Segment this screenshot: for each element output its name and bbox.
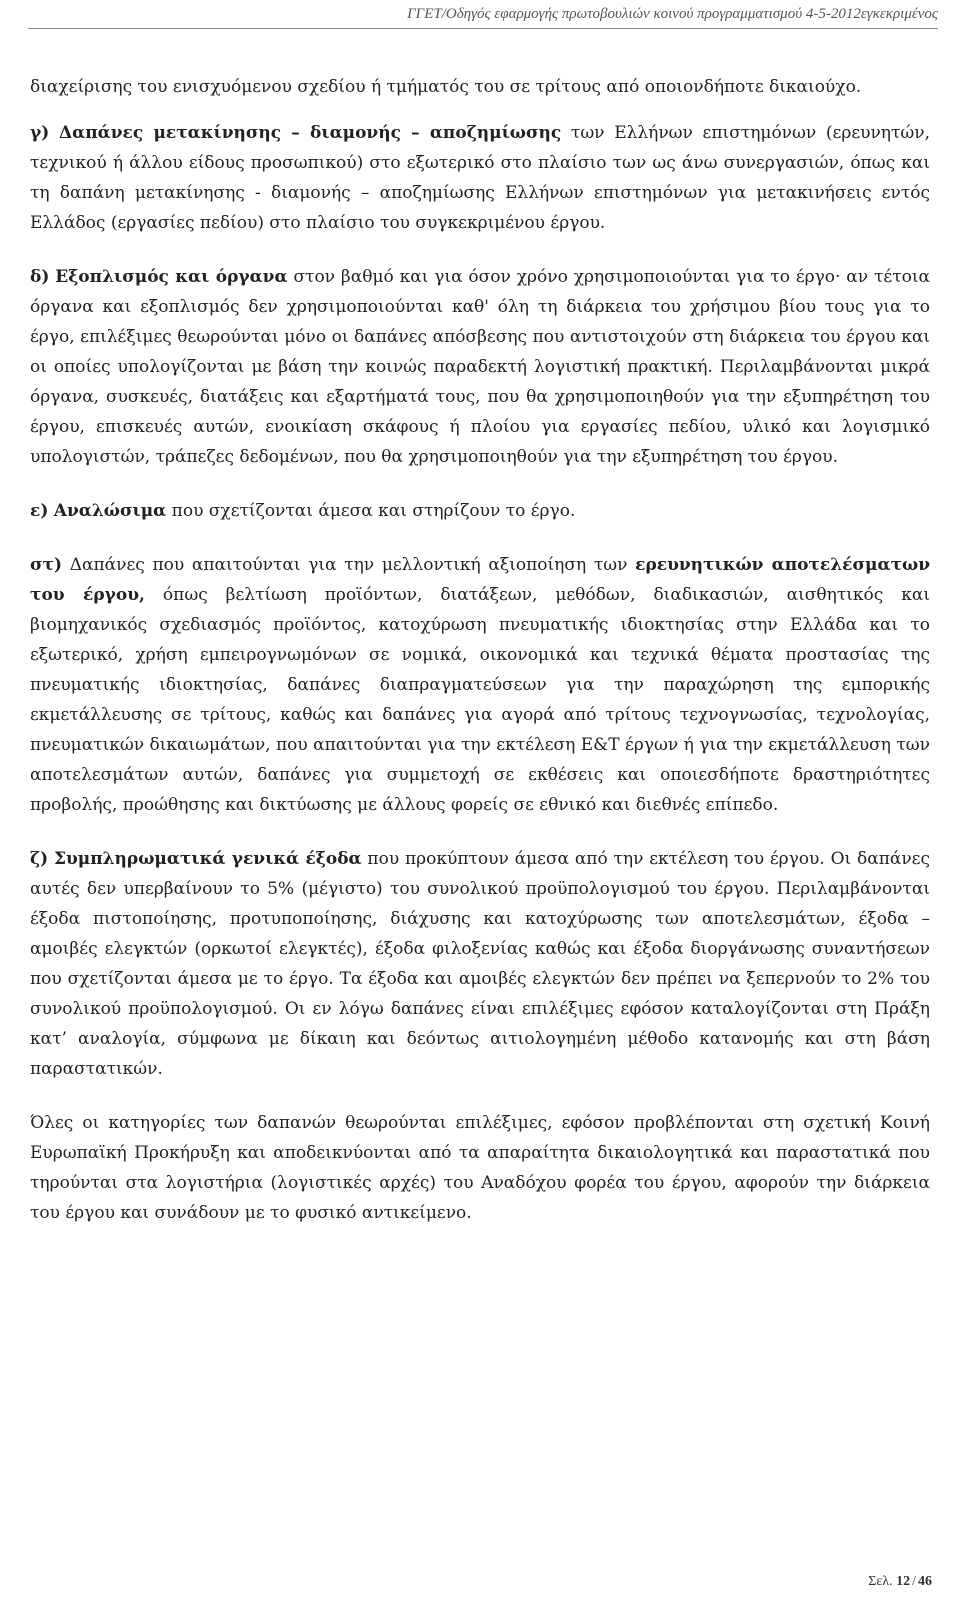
page-prefix: Σελ.	[868, 1574, 893, 1589]
running-header: ΓΓΕΤ/Οδηγός εφαρμογής πρωτοβουλιών κοινού προγραμματισμού 4-5-2012εγκεκριμένος	[407, 6, 938, 22]
item-z-text: που προκύπτουν άμεσα από την εκτέλεση του έργου. Οι δαπάνες αυτές δεν υπερβαίνουν το 5% (μέγιστο) του συνολικού προϋπολογισμού του έργου. Περιλαμβάνονται έξοδα πιστοποίησης, προτυποποίησης, διάχυσης και κατοχύρωσης των αποτελεσμάτων, έξοδα – αμοιβές ελεγκτών (ορκωτοί ελεγκτές), έξοδα φιλοξενίας καθώς και έξοδα διοργάνωσης συναντήσεων που σχετίζονται άμεσα με το έργο. Τα έξοδα και αμοιβές ελεγκτών δεν πρέπει να ξεπερνούν το 2% του συνολικού προϋπολογισμού. Οι εν λόγω δαπάνες είναι επιλέξιμες εφόσον καταλογίζονται στη Πράξη κατ’ αναλογία, σύμφωνα με δίκαιη και δεόντως αιτιολογημένη μέθοδο κατανομής και στη βάση παραστατικών.	[30, 849, 931, 1079]
item-d-mark: δ)	[30, 267, 50, 287]
page-separator: /	[912, 1574, 916, 1589]
page-number	[868, 1574, 932, 1590]
item-st	[30, 550, 930, 820]
item-g-text: των Ελλήνων επιστημόνων (ερευνητών, τεχνικού ή άλλου είδους προσωπικού) στο εξωτερικό στο πλαίσιο των ως άνω συνεργασιών, όπως και τη δαπάνη μετακίνησης - διαμονής – αποζημίωσης Ελλήνων επιστημόνων για μετακινήσεις εντός Ελλάδος (εργασίες πεδίου) στο πλαίσιο του συγκεκριμένου έργου.	[30, 123, 930, 233]
page-current: 12	[896, 1574, 911, 1589]
item-d-text: στον βαθμό και για όσον χρόνο χρησιμοποιούνται για το έργο· αν τέτοια όργανα και εξοπλισμός δεν χρησιμοποιούνται καθ' όλη τη διάρκεια του χρήσιμου βίου τους για το έργο, επιλέξιμες θεωρούνται μόνο οι δαπάνες απόσβεσης που αντιστοιχούν στη διάρκεια του έργου και οι οποίες υπολογίζονται με βάση την κοινώς παραδεκτή λογιστική πρακτική. Περιλαμβάνονται μικρά όργανα, συσκευές, διατάξεις και εξαρτήματά τους, που θα χρησιμοποιηθούν για την εξυπηρέτηση του έργου, επισκευές αυτών, ενοικίαση σκάφους ή πλοίου για εργασίες πεδίου, υλικό και λογισμικό υπολογιστών, τράπεζες δεδομένων, που θα χρησιμοποιηθούν για την εξυπηρέτηση του έργου.	[30, 267, 930, 467]
page-total: 46	[918, 1574, 932, 1589]
item-g-bold: Δαπάνες μετακίνησης – διαμονής – αποζημίωσης	[58, 123, 562, 143]
item-z-mark: ζ)	[30, 849, 49, 869]
item-z	[30, 844, 930, 1084]
item-st-bold: ερευνητικών αποτελέσματων του έργου,	[30, 555, 930, 605]
page-body	[30, 72, 930, 1228]
item-e-bold: Αναλώσιμα	[53, 501, 167, 521]
item-st-mark: στ)	[30, 555, 63, 575]
item-st-text1: Δαπάνες που απαιτούνται για την μελλοντική αξιοποίηση των	[62, 555, 636, 575]
item-e-mark: ε)	[30, 501, 49, 521]
item-g	[30, 118, 930, 238]
closing-paragraph: Όλες οι κατηγορίες των δαπανών θεωρούνται επιλέξιμες, εφόσον προβλέπονται στη σχετική Κοινή Ευρωπαϊκή Προκήρυξη και αποδεικνύονται από τα απαραίτητα δικαιολογητικά και παραστατικά που τηρούνται στα λογιστήρια (λογιστικές αρχές) του Αναδόχου φορέα του έργου, αφορούν την διάρκεια του έργου και συνάδουν με το φυσικό αντικείμενο.	[30, 1113, 930, 1223]
item-g-mark: γ)	[30, 123, 50, 143]
item-d-bold: Εξοπλισμός και όργανα	[55, 267, 288, 287]
item-e	[30, 496, 930, 526]
item-st-text2: όπως βελτίωση προϊόντων, διατάξεων, μεθόδων, διαδικασιών, αισθητικός και βιομηχανικός σχεδιασμός προϊόντος, κατοχύρωση πνευματικής ιδιοκτησίας στην Ελλάδα και το εξωτερικό, χρήση εμπειρογνωμόνων σε νομικά, οικονομικά και τεχνικά θέματα προστασίας της πνευματικής ιδιοκτησίας, δαπάνες διαπραγματεύσεων για την παραχώρηση της εμπορικής εκμετάλλευσης σε τρίτους, καθώς και δαπάνες για αγορά από τρίτους τεχνογνωσίας, τεχνολογίας, πνευματικών δικαιωμάτων, που απαιτούνται για την εκτέλεση Ε&Τ έργων ή για την εκμετάλλευση των αποτελεσμάτων αυτών, δαπάνες για συμμετοχή σε εκθέσεις και οποιεσδήποτε δραστηριότητες προβολής, προώθησης και δικτύωσης με άλλους φορείς σε εθνικό και διεθνές επίπεδο.	[30, 585, 930, 815]
item-z-bold: Συμπληρωματικά γενικά έξοδα	[53, 849, 362, 869]
continuation-paragraph: διαχείρισης του ενισχυόμενου σχεδίου ή τμήματός του σε τρίτους από οποιονδήποτε δικαιούχο.	[30, 77, 862, 97]
item-e-text: που σχετίζονται άμεσα και στηρίζουν το έργο.	[166, 501, 576, 521]
item-d	[30, 262, 930, 472]
header-divider	[28, 28, 938, 29]
